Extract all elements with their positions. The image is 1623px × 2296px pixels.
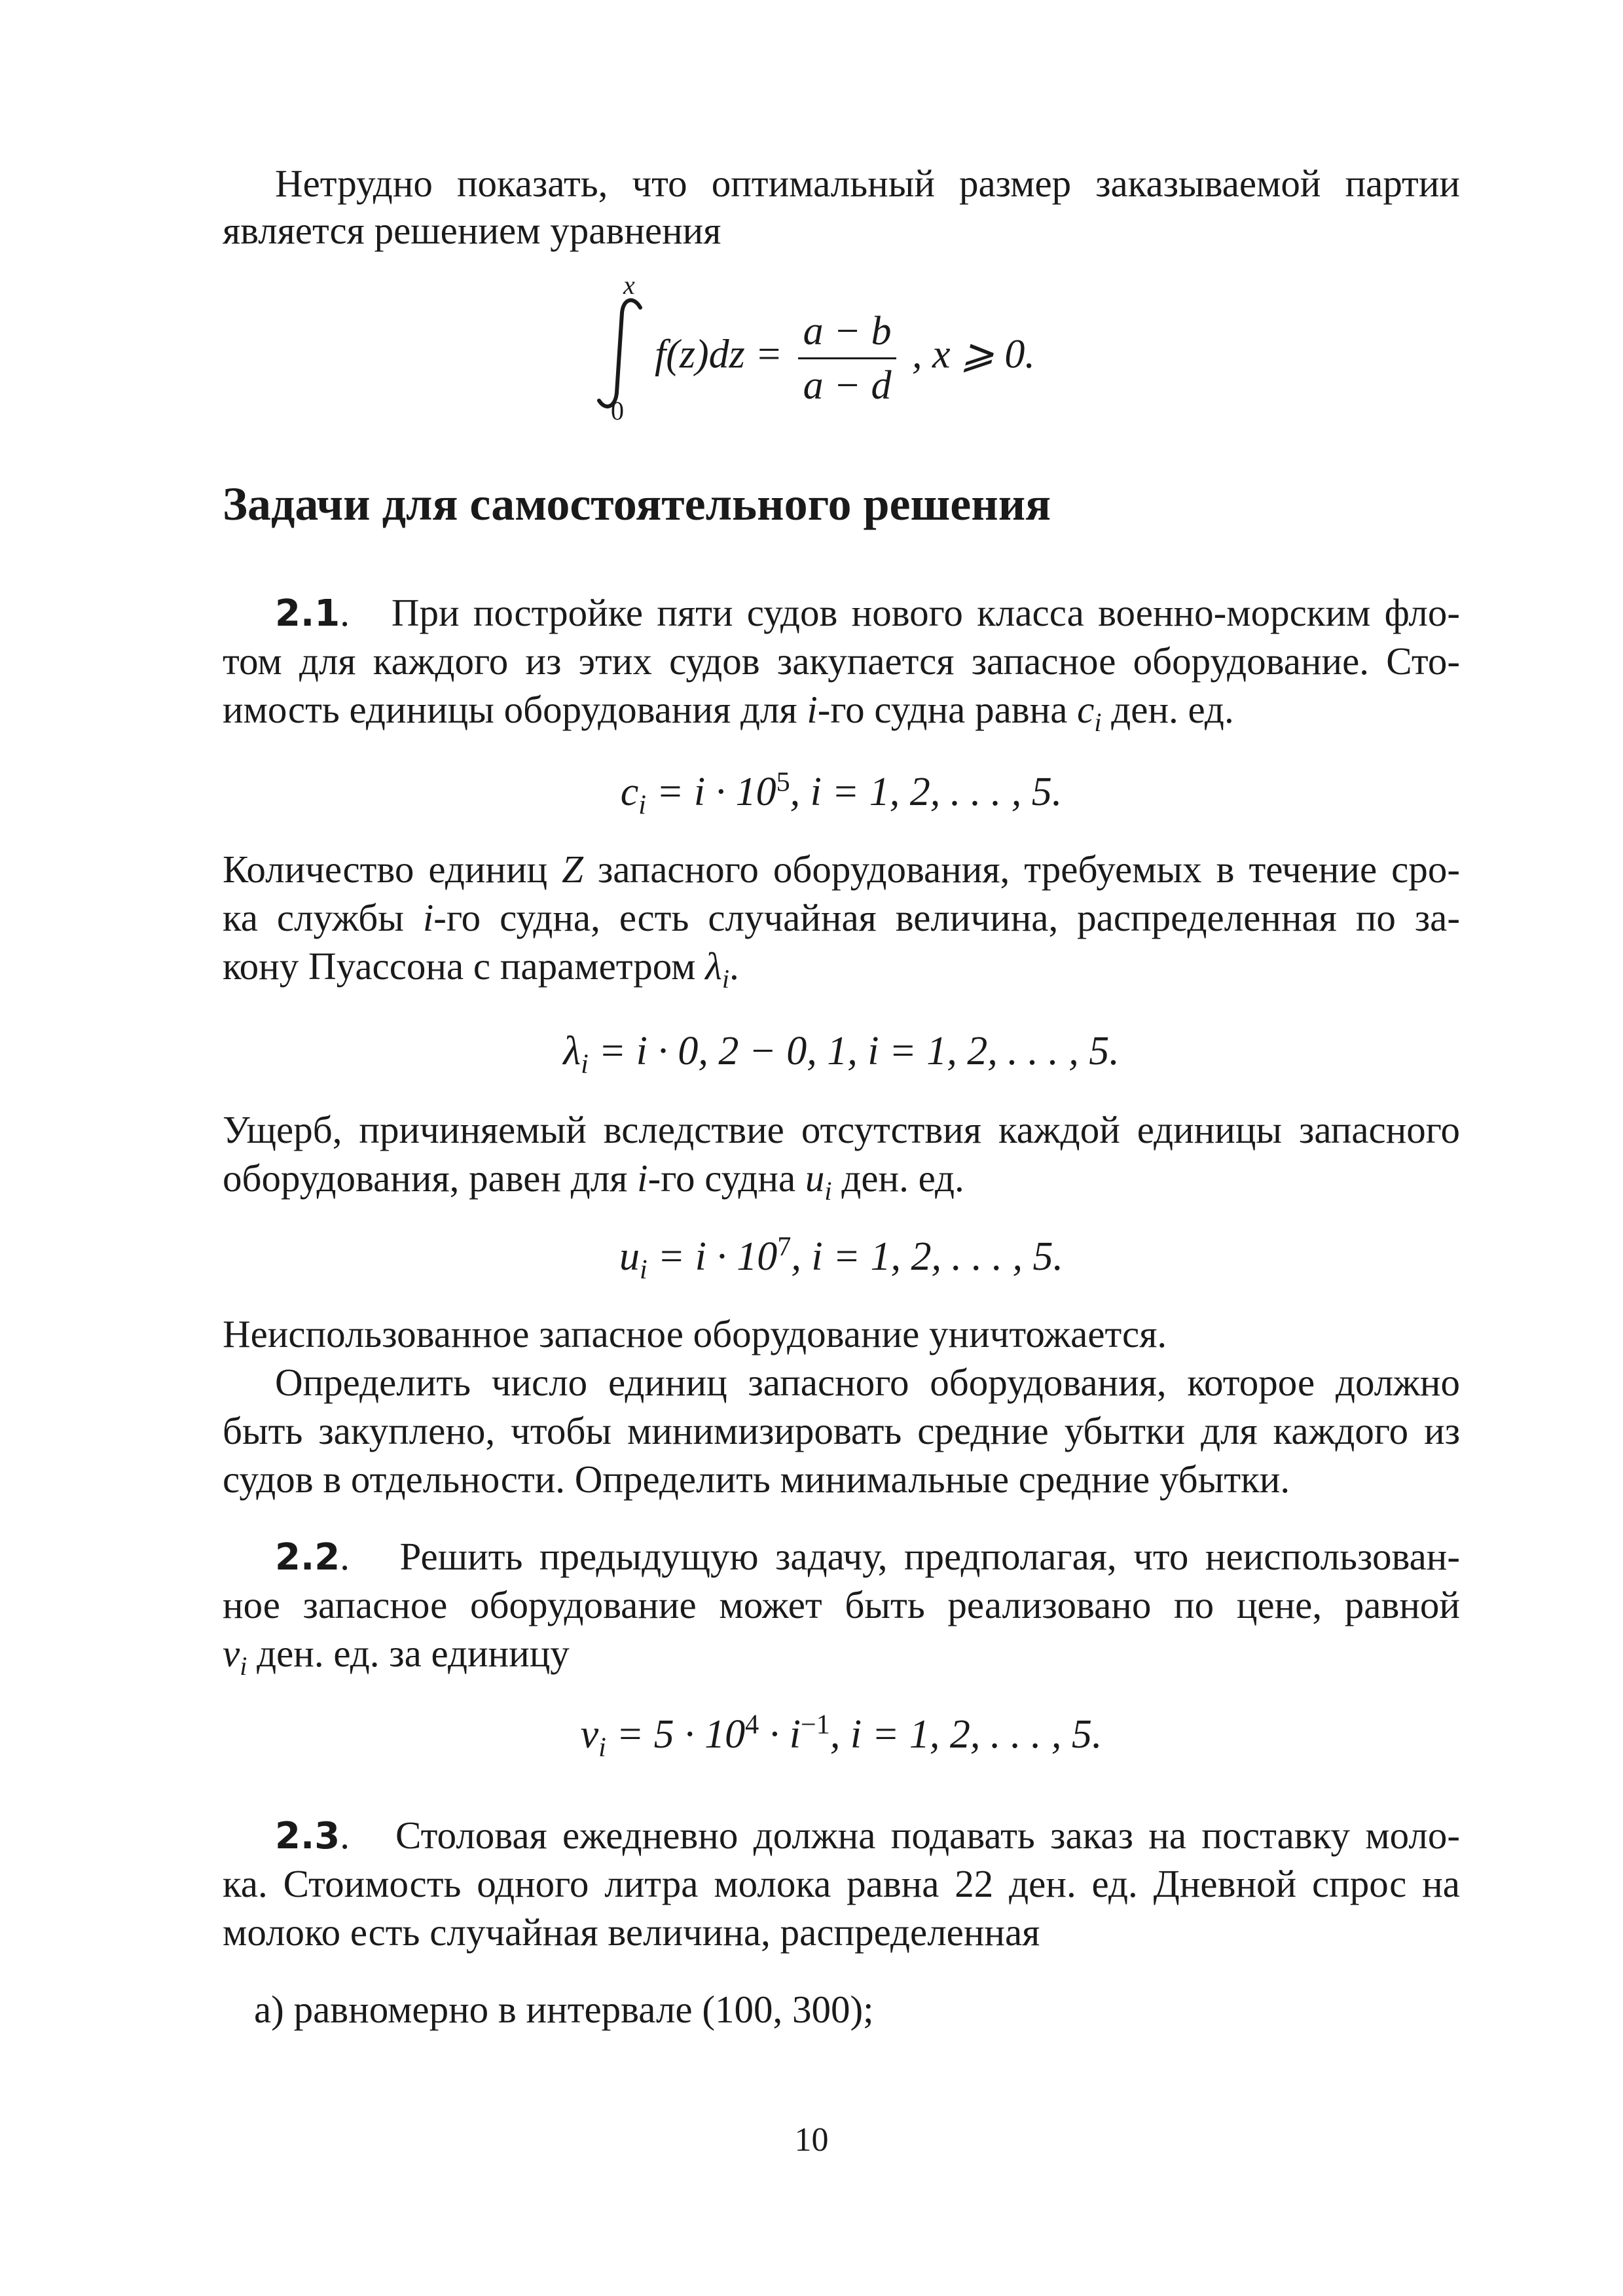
text: ден. ед. <box>831 1157 964 1200</box>
problem-text: При постройке пяти судов нового класса военно-морским фло- <box>391 591 1461 634</box>
formula-rhs: = i · 0, 2 − 0, 1, i = 1, 2, . . . , 5. <box>588 1029 1120 1073</box>
subscript: i <box>638 789 646 821</box>
integral-lower-limit: 0 <box>611 396 624 425</box>
text: запасного оборудования, требуемых в течение сро- <box>583 848 1460 891</box>
fraction-denominator: a − d <box>803 363 892 408</box>
text: имость единицы оборудования для <box>223 688 807 731</box>
problem-2-1-line-4 <box>223 844 1460 894</box>
subscript: i <box>581 1049 589 1080</box>
integrand: f(z)dz = <box>655 332 783 377</box>
text: -го судна <box>647 1157 805 1200</box>
var-u: u <box>805 1157 825 1200</box>
formula-rhs: , i = 1, 2, . . . , 5. <box>830 1712 1103 1757</box>
text: Количество единиц <box>223 848 562 891</box>
text: кону Пуассона с параметром <box>223 944 706 988</box>
problem-2-1-line-6 <box>223 941 1460 994</box>
subscript: i <box>640 1254 647 1285</box>
formula-rhs: , i = 1, 2, . . . , 5. <box>791 1234 1063 1279</box>
var-i: i <box>637 1157 648 1200</box>
var-v: v <box>223 1632 240 1675</box>
list-item-label: а) <box>254 1988 284 2031</box>
text: . <box>729 944 739 988</box>
text: ден. ед. <box>1101 688 1234 731</box>
formula-rhs: , i = 1, 2, . . . , 5. <box>790 770 1063 814</box>
text: -го судна, есть случайная величина, распределенная по за- <box>433 896 1460 939</box>
formula-c-i <box>223 766 1460 821</box>
integral-upper-limit: x <box>623 270 635 300</box>
subscript: i <box>598 1732 606 1763</box>
formula-mid: = 5 · 10 <box>606 1712 746 1757</box>
intro-line-1: Нетрудно показать, что оптимальный размер заказываемой партии <box>275 162 1460 205</box>
lhs: u <box>619 1234 640 1279</box>
problem-2-1-line-9: Неиспользованное запасное оборудование уничтожается. <box>223 1312 1167 1355</box>
formula-mid: = i · 10 <box>647 1234 778 1279</box>
exponent: −1 <box>800 1709 830 1740</box>
problem-2-2-line-2: ное запасное оборудование может быть реализовано по цене, равной <box>223 1583 1460 1626</box>
problem-2-3-line-2: ка. Стоимость одного литра молока равна 22 ден. ед. Дневной спрос на <box>223 1862 1460 1905</box>
var-i: i <box>422 896 434 939</box>
formula-mid: = i · 10 <box>646 770 776 814</box>
problem-text: Решить предыдущую задачу, предполагая, что неиспользован- <box>399 1535 1460 1578</box>
problem-2-3-line-1: 2.3. Столовая ежедневно должна подавать заказ на поставку моло- <box>275 1814 1460 1857</box>
page-number: 10 <box>794 2121 829 2159</box>
problem-2-2-line-3 <box>223 1628 1460 1681</box>
problem-2-1-line-11: быть закуплено, чтобы минимизировать средние убытки для каждого из <box>223 1409 1460 1452</box>
formula-lambda-i <box>223 1025 1460 1080</box>
intro-line-2: является решением уравнения <box>223 209 721 252</box>
text: оборудования, равен для <box>223 1157 638 1200</box>
lhs: λ <box>563 1029 581 1073</box>
problem-text: Столовая ежедневно должна подавать заказ на поставку моло- <box>395 1814 1460 1857</box>
text: -го судна равна <box>817 688 1078 731</box>
formula-mid: · i <box>759 1712 801 1757</box>
subscript: i <box>1094 707 1102 737</box>
exponent: 4 <box>745 1709 759 1740</box>
fraction <box>798 308 897 409</box>
var-c: c <box>1077 688 1095 731</box>
text: ка службы <box>223 896 423 939</box>
problem-2-1-line-8 <box>223 1153 1460 1206</box>
text: ден. ед. за единицу <box>247 1632 570 1675</box>
problem-2-1-line-3 <box>223 685 1460 737</box>
subscript: i <box>824 1175 832 1206</box>
var-i: i <box>807 688 818 731</box>
problem-2-1-line-12: судов в отдельности. Определить минимальные средние убытки. <box>223 1458 1290 1501</box>
problem-2-1-line-7: Ущерб, причиняемый вследствие отсутствия каждой единицы запасного <box>223 1108 1460 1151</box>
problem-number-2-2: 2.2 <box>275 1536 340 1579</box>
lhs: v <box>580 1712 599 1757</box>
formula-v-i <box>223 1708 1460 1761</box>
problem-number-2-1: 2.1 <box>275 592 340 635</box>
exponent: 7 <box>777 1231 792 1263</box>
var-z: Z <box>562 848 583 891</box>
problem-2-1-line-10: Определить число единиц запасного оборудования, которое должно <box>275 1361 1460 1404</box>
exponent: 5 <box>776 766 790 798</box>
subscript: i <box>240 1651 247 1681</box>
formula-u-i <box>223 1230 1460 1283</box>
lhs: c <box>620 770 639 814</box>
list-item-a <box>254 1984 1491 2034</box>
list-item-text: равномерно в интервале (100, 300); <box>293 1988 874 2031</box>
fraction-numerator: a − b <box>798 308 897 359</box>
var-lambda: λ <box>705 944 722 988</box>
problem-2-1-line-5 <box>223 893 1460 942</box>
problem-2-1-line-2: том для каждого из этих судов закупается запасное оборудование. Сто- <box>223 639 1460 683</box>
problem-2-2-line-1: 2.2. Решить предыдущую задачу, предполагая, что неиспользован- <box>275 1535 1460 1579</box>
subscript: i <box>721 963 729 994</box>
problem-number-2-3: 2.3 <box>275 1815 340 1857</box>
problem-2-1-line-1: 2.1. При постройке пяти судов нового класса военно-морским фло- <box>275 591 1461 635</box>
integral-condition: , x ⩾ 0. <box>911 332 1035 377</box>
problem-2-3-line-3: молоко есть случайная величина, распределенная <box>223 1910 1040 1954</box>
section-title: Задачи для самостоятельного решения <box>223 478 1051 530</box>
integral-body <box>655 308 1035 409</box>
